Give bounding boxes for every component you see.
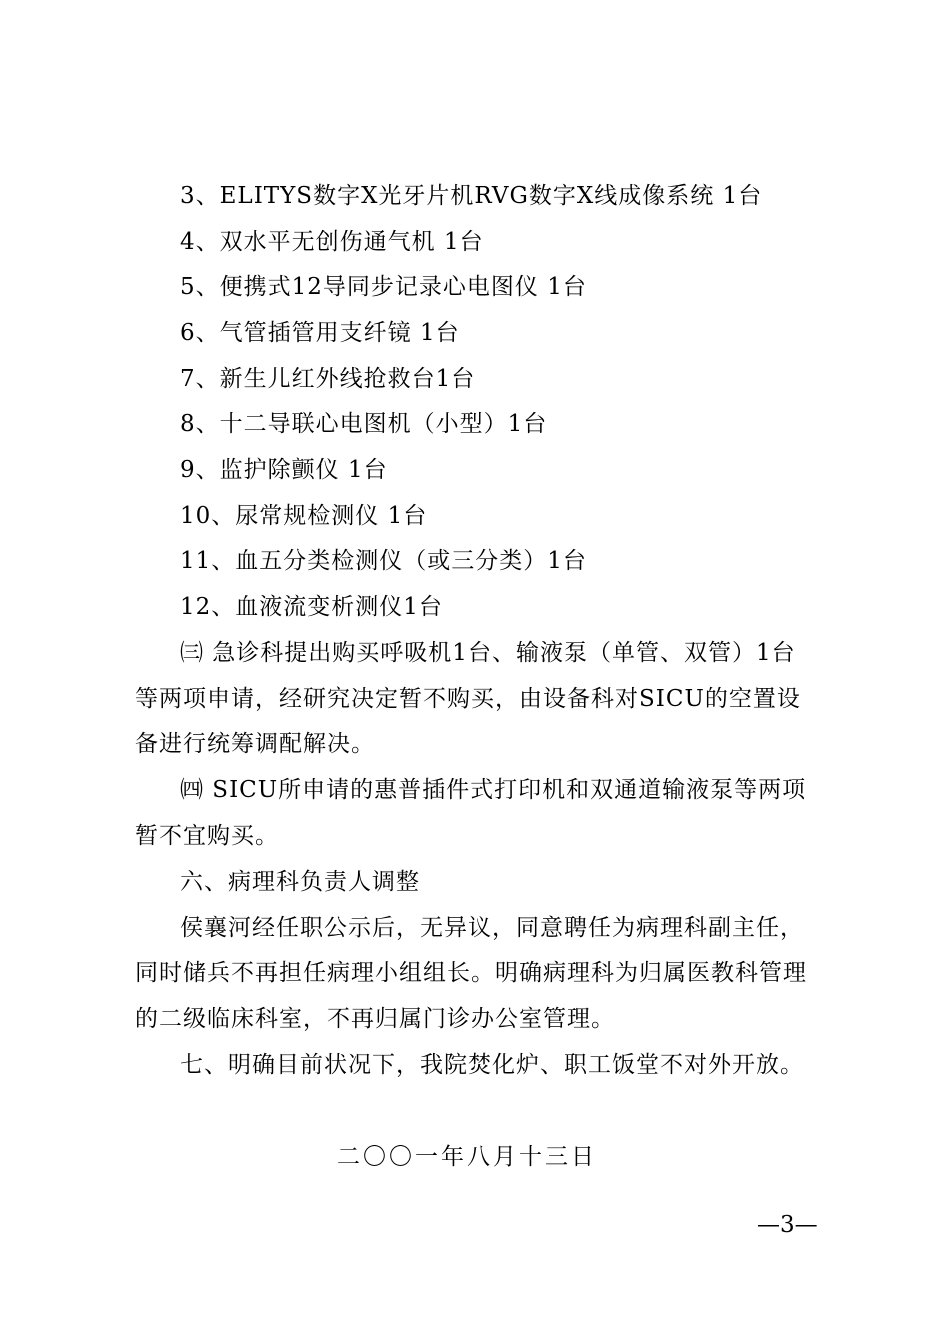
section-3-line-1: ㈢ 急诊科提出购买呼吸机1台、输液泵（单管、双管）1台 (180, 640, 796, 666)
section-6-heading: 六、病理科负责人调整 (180, 869, 420, 895)
equipment-item-10: 10、尿常规检测仪 1台 (180, 503, 428, 529)
equipment-item-3: 3、ELITYS数字X光牙片机RVG数字X线成像系统 1台 (180, 183, 763, 209)
equipment-item-5: 5、便携式12导同步记录心电图仪 1台 (180, 274, 587, 300)
equipment-item-11: 11、血五分类检测仪（或三分类）1台 (180, 548, 587, 574)
equipment-item-9: 9、监护除颤仪 1台 (180, 457, 388, 483)
section-7-line-1: 七、明确目前状况下，我院焚化炉、职工饭堂不对外开放。 (180, 1052, 804, 1078)
equipment-item-8: 8、十二导联心电图机（小型）1台 (180, 411, 548, 437)
section-6-line-2: 同时储兵不再担任病理小组组长。明确病理科为归属医教科管理 (135, 960, 807, 986)
section-4-line-2: 暂不宜购买。 (135, 823, 279, 849)
page-number: —3— (757, 1212, 818, 1238)
section-6-line-1: 侯襄河经任职公示后，无异议，同意聘任为病理科副主任， (180, 915, 804, 941)
section-6-line-3: 的二级临床科室，不再归属门诊办公室管理。 (135, 1006, 615, 1032)
section-3-line-2: 等两项申请，经研究决定暂不购买，由设备科对SICU的空置设 (135, 686, 801, 712)
equipment-item-4: 4、双水平无创伤通气机 1台 (180, 229, 484, 255)
document-date: 二〇〇一年八月十三日 (337, 1144, 597, 1170)
section-4-line-1: ㈣ SICU所申请的惠普插件式打印机和双通道输液泵等两项 (180, 777, 807, 803)
equipment-item-12: 12、血液流变析测仪1台 (180, 594, 443, 620)
section-3-line-3: 备进行统筹调配解决。 (135, 731, 375, 757)
equipment-item-6: 6、气管插管用支纤镜 1台 (180, 320, 460, 346)
equipment-item-7: 7、新生儿红外线抢救台1台 (180, 366, 476, 392)
